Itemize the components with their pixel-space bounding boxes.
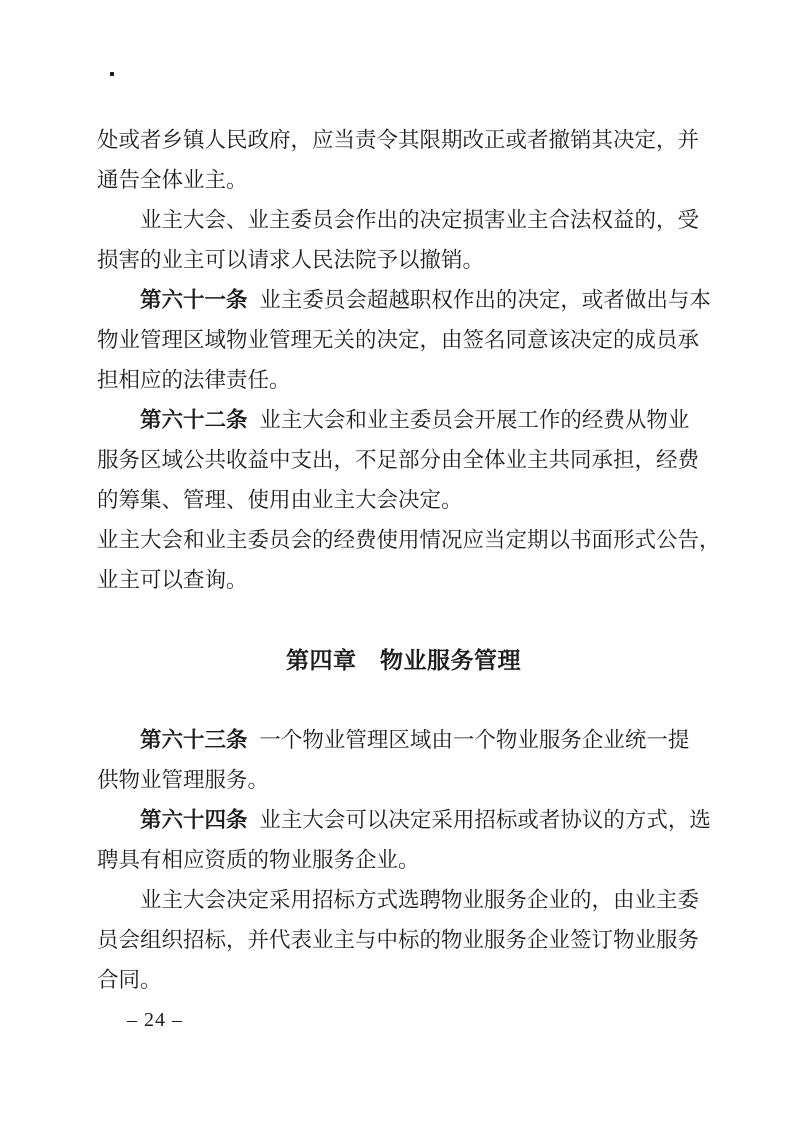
line-text: 业主大会和业主委员会的经费使用情况应当定期以书面形式公告， [97, 528, 721, 552]
line-text: 合同。 [97, 968, 162, 992]
line-text: 处或者乡镇人民政府，应当责令其限期改正或者撤销其决定，并 [97, 128, 700, 152]
text-line [97, 920, 710, 960]
article-number: 第六十一条 [140, 288, 248, 312]
article-number: 第六十二条 [140, 408, 248, 432]
line-text: 物业管理区域物业管理无关的决定，由签名同意该决定的成员承 [97, 328, 700, 352]
line-text: 业主委员会超越职权作出的决定，或者做出与本 [259, 288, 711, 312]
blank-line [97, 680, 710, 720]
text-line [97, 800, 710, 840]
blank-line [97, 600, 710, 640]
text-line [97, 440, 710, 480]
line-text: 一个物业管理区域由一个物业服务企业统一提 [259, 728, 690, 752]
text-line [97, 160, 710, 200]
line-text: 的筹集、管理、使用由业主大会决定。 [97, 488, 463, 512]
line-text: 业主大会决定采用招标方式选聘物业服务企业的，由业主委 [140, 888, 700, 912]
line-text: 供物业管理服务。 [97, 768, 270, 792]
line-text: 员会组织招标，并代表业主与中标的物业服务企业签订物业服务 [97, 928, 700, 952]
text-line [97, 560, 710, 600]
stray-ink-dot [110, 72, 114, 76]
page-number: – 24 – [127, 1009, 183, 1031]
text-line [97, 960, 710, 1000]
line-text: 业主可以查询。 [97, 568, 248, 592]
text-line [97, 720, 710, 760]
line-text: 业主大会和业主委员会开展工作的经费从物业 [259, 408, 690, 432]
text-line [97, 280, 710, 320]
text-line [97, 200, 710, 240]
chapter-heading: 第四章 物业服务管理 [286, 647, 521, 673]
text-line [97, 880, 710, 920]
line-text: 业主大会可以决定采用招标或者协议的方式，选 [259, 808, 711, 832]
line-text: 通告全体业主。 [97, 168, 248, 192]
document-body [97, 120, 721, 1040]
line-text: 服务区域公共收益中支出，不足部分由全体业主共同承担，经费 [97, 448, 700, 472]
article-number: 第六十四条 [140, 808, 248, 832]
text-line [97, 400, 710, 440]
text-line [97, 320, 710, 360]
text-line [97, 240, 710, 280]
text-line [97, 360, 710, 400]
line-text: 担相应的法律责任。 [97, 368, 291, 392]
line-text: 业主大会、业主委员会作出的决定损害业主合法权益的，受 [140, 208, 700, 232]
line-text: 损害的业主可以请求人民法院予以撤销。 [97, 248, 485, 272]
line-text: 聘具有相应资质的物业服务企业。 [97, 848, 420, 872]
text-line [97, 760, 710, 800]
text-line [97, 840, 710, 880]
article-number: 第六十三条 [140, 728, 248, 752]
text-line [97, 480, 710, 520]
text-line [97, 520, 721, 560]
text-line [97, 120, 710, 160]
